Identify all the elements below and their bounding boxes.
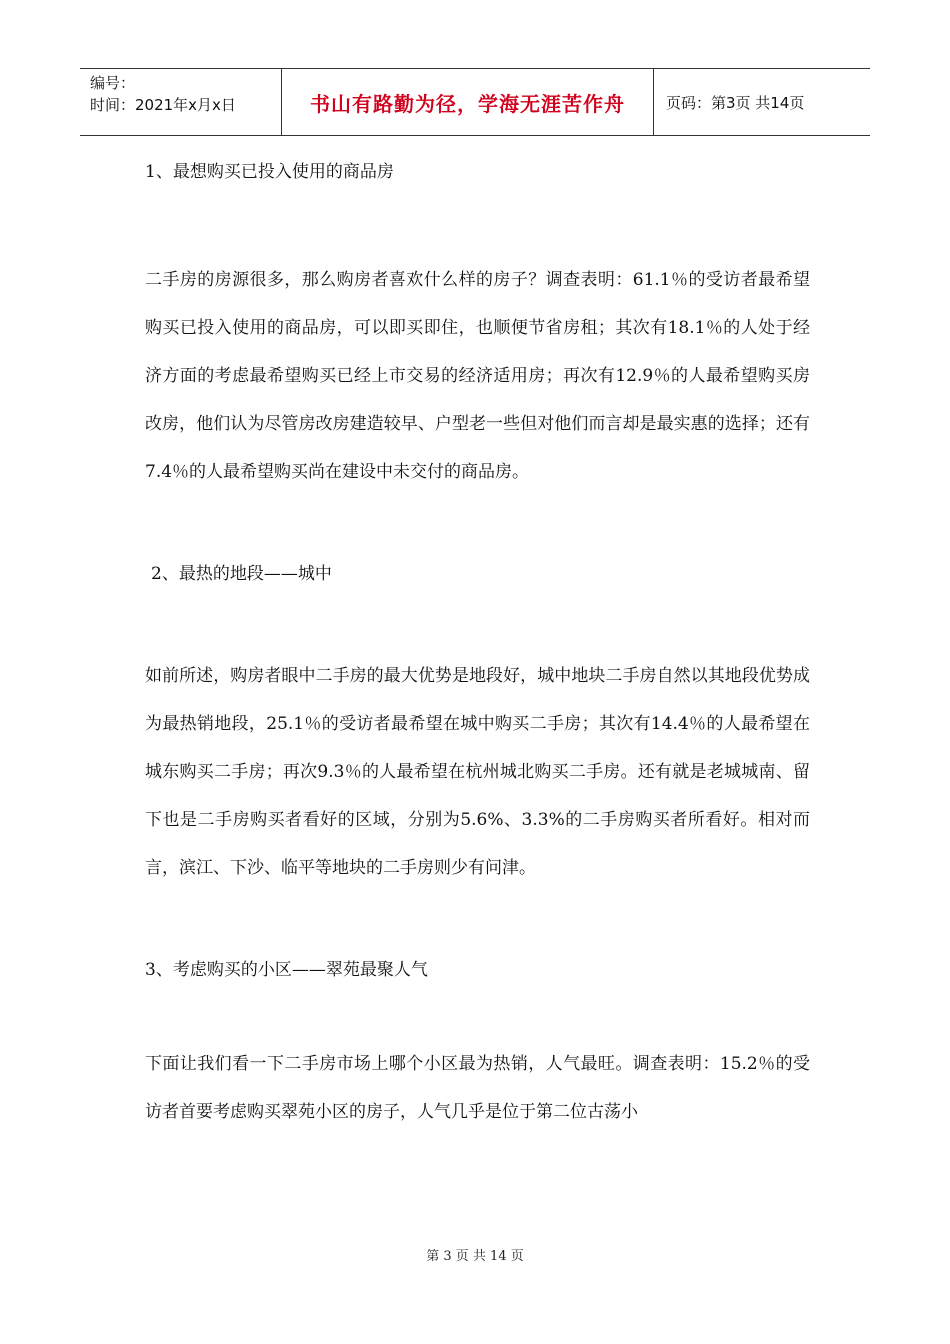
section-heading-1: 1、最想购买已投入使用的商品房 [145, 162, 394, 182]
header-page-info: 页码：第3页 共14页 [666, 93, 805, 112]
page-footer: 第 3 页 共 14 页 [426, 1249, 524, 1264]
document-time-label: 时间：2021年x月x日 [90, 96, 236, 114]
header-meta [80, 69, 282, 135]
section-heading-3: 3、考虑购买的小区——翠苑最聚人气 [145, 960, 428, 980]
document-number-label: 编号： [90, 74, 136, 92]
section-paragraph-1: 二手房的房源很多，那么购房者喜欢什么样的房子？调查表明：61.1％的受访者最希望购买已投入使用的商品房，可以即买即住，也顺便节省房租；其次有18.1％的人处于经济方面的考虑最希望购买已经上市交易的经济适用房；再次有12.9％的人最希望购买房改房，他们认为尽管房改房建造较早、户型老一些但对他们而言却是最实惠的选择；还有7.4％的人最希望购买尚在建设中未交付的商品房。 [145, 270, 810, 482]
section-paragraph-3: 下面让我们看一下二手房市场上哪个小区最为热销，人气最旺。调查表明：15.2％的受访者首要考虑购买翠苑小区的房子，人气几乎是位于第二位古荡小 [145, 1054, 810, 1122]
document-body [145, 150, 810, 1136]
header-motto: 书山有路勤为径，学海无涯苦作舟 [282, 69, 654, 135]
section-paragraph-2: 如前所述，购房者眼中二手房的最大优势是地段好，城中地块二手房自然以其地段优势成为最热销地段，25.1％的受访者最希望在城中购买二手房；其次有14.4％的人最希望在城东购买二手房；再次9.3％的人最希望在杭州城北购买二手房。还有就是老城城南、留下也是二手房购买者看好的区域，分别为5.6%、3.3%的二手房购买者所看好。相对而言，滨江、下沙、临平等地块的二手房则少有问津。 [145, 666, 810, 878]
page-header [80, 68, 870, 136]
section-heading-2: 2、最热的地段——城中 [151, 564, 332, 584]
